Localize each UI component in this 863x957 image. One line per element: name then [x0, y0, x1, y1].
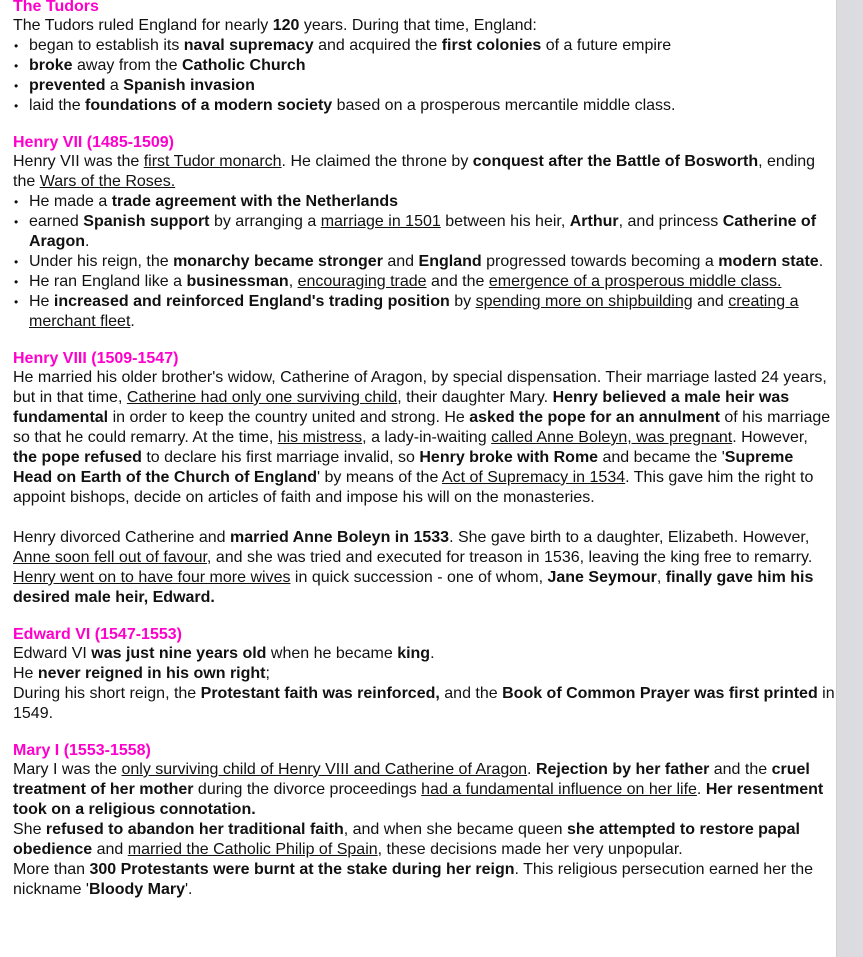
tudors-intro: The Tudors ruled England for nearly 120 years. During that time, England: — [13, 17, 537, 34]
bold-text: Book of Common Prayer was first printed — [502, 685, 818, 702]
henry-viii-paragraph-1: He married his older brother's widow, Catherine of Aragon, by special dispensation. Their marriage lasted 24 years, but in that time, Catherine had only one surviving child, their daughter Mary. Henry believed a male heir was fundamental in order to keep the country united and strong. He asked the pope for an annulment of his marriage so that he could remarry. At the time, his mistress, a lady-in-waiting called Anne Boleyn, was pregnant. However, the pope refused to declare his first marriage invalid, so Henry broke with Rome and became the 'Supreme Head on Earth of the Church of England' by means of the Act of Supremacy in 1534. This gave him the right to appoint bishops, decide on articles of faith and impose his will on the monasteries. — [13, 369, 831, 506]
bold-text: increased and reinforced England's trading position — [53, 293, 450, 310]
paragraph-gap — [13, 508, 836, 528]
bold-text: Supreme Head on Earth of the Church of England — [13, 449, 794, 486]
bold-text: first colonies — [441, 37, 542, 54]
mary-i-line-3: More than 300 Protestants were burnt at the stake during her reign. This religious persecution earned her the nickname 'Bloody Mary'. — [13, 861, 814, 898]
bold-text: trade agreement with the Netherlands — [111, 193, 399, 210]
bold-text: was just nine years old — [91, 645, 267, 662]
underlined-text: called Anne Boleyn, was pregnant — [491, 429, 733, 446]
bold-text: businessman — [186, 273, 289, 290]
list-item: • Under his reign, the monarchy became stronger and England progressed towards becoming a modern state. — [13, 252, 836, 272]
edward-vi-line-2: He never reigned in his own right; — [13, 665, 270, 682]
mary-i-line-1: Mary I was the only surviving child of Henry VIII and Catherine of Aragon. Rejection by her father and the cruel treatment of her mother during the divorce proceedings had a fundamental influence on her life. Her resentment took on a religious connotation. — [13, 761, 824, 818]
underlined-text: first Tudor monarch — [143, 153, 282, 170]
bold-text: married Anne Boleyn in 1533 — [230, 529, 450, 546]
bold-text: conquest after the Battle of Bosworth — [472, 153, 759, 170]
bold-text: refused to abandon her traditional faith — [45, 821, 344, 838]
bold-text: 300 Protestants were burnt at the stake during her reign — [89, 861, 515, 878]
bold-text: never reigned in his own right — [37, 665, 266, 682]
bold-text: Rejection by her father — [535, 761, 710, 778]
bold-text: England — [418, 253, 482, 270]
heading-mary-i: Mary I (1553-1558) — [13, 742, 151, 759]
list-item: • He increased and reinforced England's trading position by spending more on shipbuilding and creating a merchant fleet. — [13, 292, 836, 332]
bold-text: Spanish invasion — [123, 77, 255, 94]
henry-vii-list — [13, 192, 836, 332]
underlined-text: emergence of a prosperous middle class. — [488, 273, 782, 290]
heading-edward-vi: Edward VI (1547-1553) — [13, 626, 182, 643]
bold-text: foundations of a modern society — [85, 97, 333, 114]
underlined-text: had a fundamental influence on her life — [421, 781, 697, 798]
bold-text: 120 — [272, 17, 300, 34]
list-item: • broke away from the Catholic Church — [13, 56, 836, 76]
bold-text: Catherine of Aragon — [29, 213, 817, 250]
vertical-scrollbar[interactable] — [836, 0, 863, 957]
bold-text: king — [397, 645, 431, 662]
list-item: • laid the foundations of a modern society based on a prosperous mercantile middle class. — [13, 96, 836, 116]
bold-text: she attempted to restore papal obedience — [13, 821, 800, 858]
section-tudors — [13, 0, 836, 116]
list-item: • He made a trade agreement with the Netherlands — [13, 192, 836, 212]
tudors-list — [13, 36, 836, 116]
underlined-text: creating a merchant fleet — [29, 293, 799, 330]
mary-i-line-2: She refused to abandon her traditional faith, and when she became queen she attempted to restore papal obedience and married the Catholic Philip of Spain, these decisions made her very unpopular. — [13, 821, 800, 858]
edward-vi-line-3: During his short reign, the Protestant faith was reinforced, and the Book of Common Prayer was first printed in 1549. — [13, 685, 835, 722]
bold-text: cruel treatment of her mother — [13, 761, 810, 798]
bold-text: prevented — [29, 77, 106, 94]
section-mary-i — [13, 742, 836, 900]
list-item: • earned Spanish support by arranging a marriage in 1501 between his heir, Arthur, and princess Catherine of Aragon. — [13, 212, 836, 252]
underlined-text: encouraging trade — [297, 273, 427, 290]
list-item: • prevented a Spanish invasion — [13, 76, 836, 96]
list-item: • began to establish its naval supremacy and acquired the first colonies of a future empire — [13, 36, 836, 56]
bold-text: the pope refused — [13, 449, 142, 466]
underlined-text: Act of Supremacy in 1534 — [441, 469, 626, 486]
bold-text: Henry broke with Rome — [419, 449, 599, 466]
bold-text: asked the pope for an annulment — [469, 409, 720, 426]
underlined-text: Henry went on to have four more wives — [13, 569, 291, 586]
bold-text: monarchy became stronger — [173, 253, 383, 270]
bold-text: Bloody Mary — [88, 881, 185, 898]
bold-text: Protestant faith was reinforced, — [200, 685, 440, 702]
underlined-text: marriage in 1501 — [320, 213, 441, 230]
bold-text: Catholic Church — [181, 57, 306, 74]
bold-text: finally gave him his desired male heir, Edward. — [13, 569, 814, 606]
bold-text: modern state — [718, 253, 819, 270]
edward-vi-line-1: Edward VI was just nine years old when he became king. — [13, 645, 435, 662]
bold-text: Arthur — [569, 213, 619, 230]
heading-henry-viii: Henry VIII (1509-1547) — [13, 350, 179, 367]
underlined-text: Catherine had only one surviving child — [126, 389, 398, 406]
heading-tudors: The Tudors — [13, 0, 99, 15]
henry-vii-intro: Henry VII was the first Tudor monarch. He claimed the throne by conquest after the Battle of Bosworth, ending the Wars of the Roses. — [13, 153, 816, 190]
henry-viii-paragraph-2: Henry divorced Catherine and married Anne Boleyn in 1533. She gave birth to a daughter, Elizabeth. However, Anne soon fell out of favour, and she was tried and executed for treason in 1536, leaving the king free to remarry. Henry went on to have four more wives in quick succession - one of whom, Jane Seymour, finally gave him his desired male heir, Edward. — [13, 529, 814, 606]
list-item: • He ran England like a businessman, encouraging trade and the emergence of a prosperous middle class. — [13, 272, 836, 292]
bold-text: Her resentment took on a religious connotation. — [13, 781, 824, 818]
section-edward-vi — [13, 626, 836, 724]
bold-text: Henry believed a male heir was fundamental — [13, 389, 790, 426]
bold-text: naval supremacy — [183, 37, 314, 54]
underlined-text: Wars of the Roses. — [39, 173, 176, 190]
underlined-text: spending more on shipbuilding — [475, 293, 693, 310]
section-henry-viii — [13, 350, 836, 608]
bold-text: broke — [29, 57, 73, 74]
bold-text: Jane Seymour — [547, 569, 657, 586]
underlined-text: Anne soon fell out of favour — [13, 549, 207, 566]
underlined-text: his mistress — [277, 429, 363, 446]
underlined-text: only surviving child of Henry VIII and Catherine of Aragon — [121, 761, 528, 778]
underlined-text: married the Catholic Philip of Spain — [127, 841, 378, 858]
bold-text: Spanish support — [83, 213, 210, 230]
heading-henry-vii: Henry VII (1485-1509) — [13, 134, 174, 151]
section-henry-vii — [13, 134, 836, 332]
